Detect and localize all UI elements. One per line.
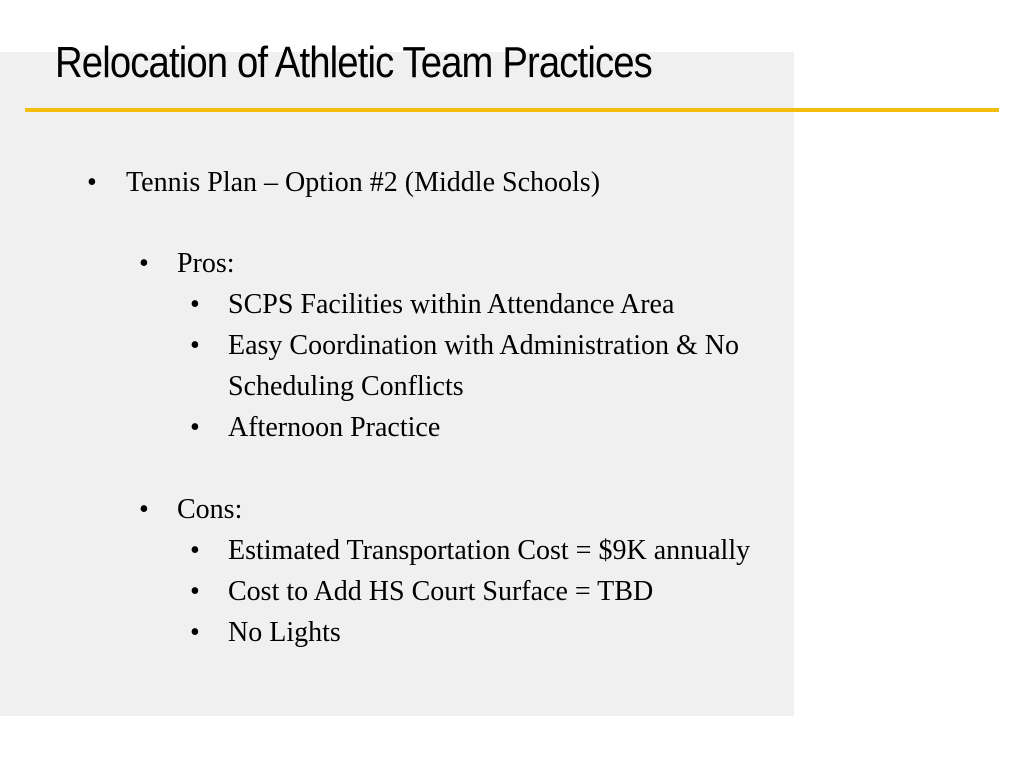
main-item-text: Tennis Plan – Option #2 (Middle Schools) [126,167,601,198]
pros-item: SCPS Facilities within Attendance Area [228,289,675,320]
pros-label: Pros: [177,248,235,279]
bullet-icon: • [139,248,149,279]
bullet-icon: • [190,535,200,566]
slide-title: Relocation of Athletic Team Practices [55,38,652,87]
cons-item: Estimated Transportation Cost = $9K annually [228,535,751,566]
bullet-icon: • [190,330,200,361]
pros-item: Easy Coordination with Administration & No [228,330,739,361]
bullet-icon: • [190,412,200,443]
bullet-icon: • [139,494,149,525]
title-underline [25,108,999,112]
cons-label: Cons: [177,494,243,525]
pros-item-continuation: Scheduling Conflicts [228,371,464,402]
bullet-icon: • [190,617,200,648]
bullet-icon: • [190,576,200,607]
bullet-icon: • [87,167,97,198]
cons-item: Cost to Add HS Court Surface = TBD [228,576,654,607]
cons-item: No Lights [228,617,341,648]
pros-item: Afternoon Practice [228,412,441,443]
bullet-icon: • [190,289,200,320]
